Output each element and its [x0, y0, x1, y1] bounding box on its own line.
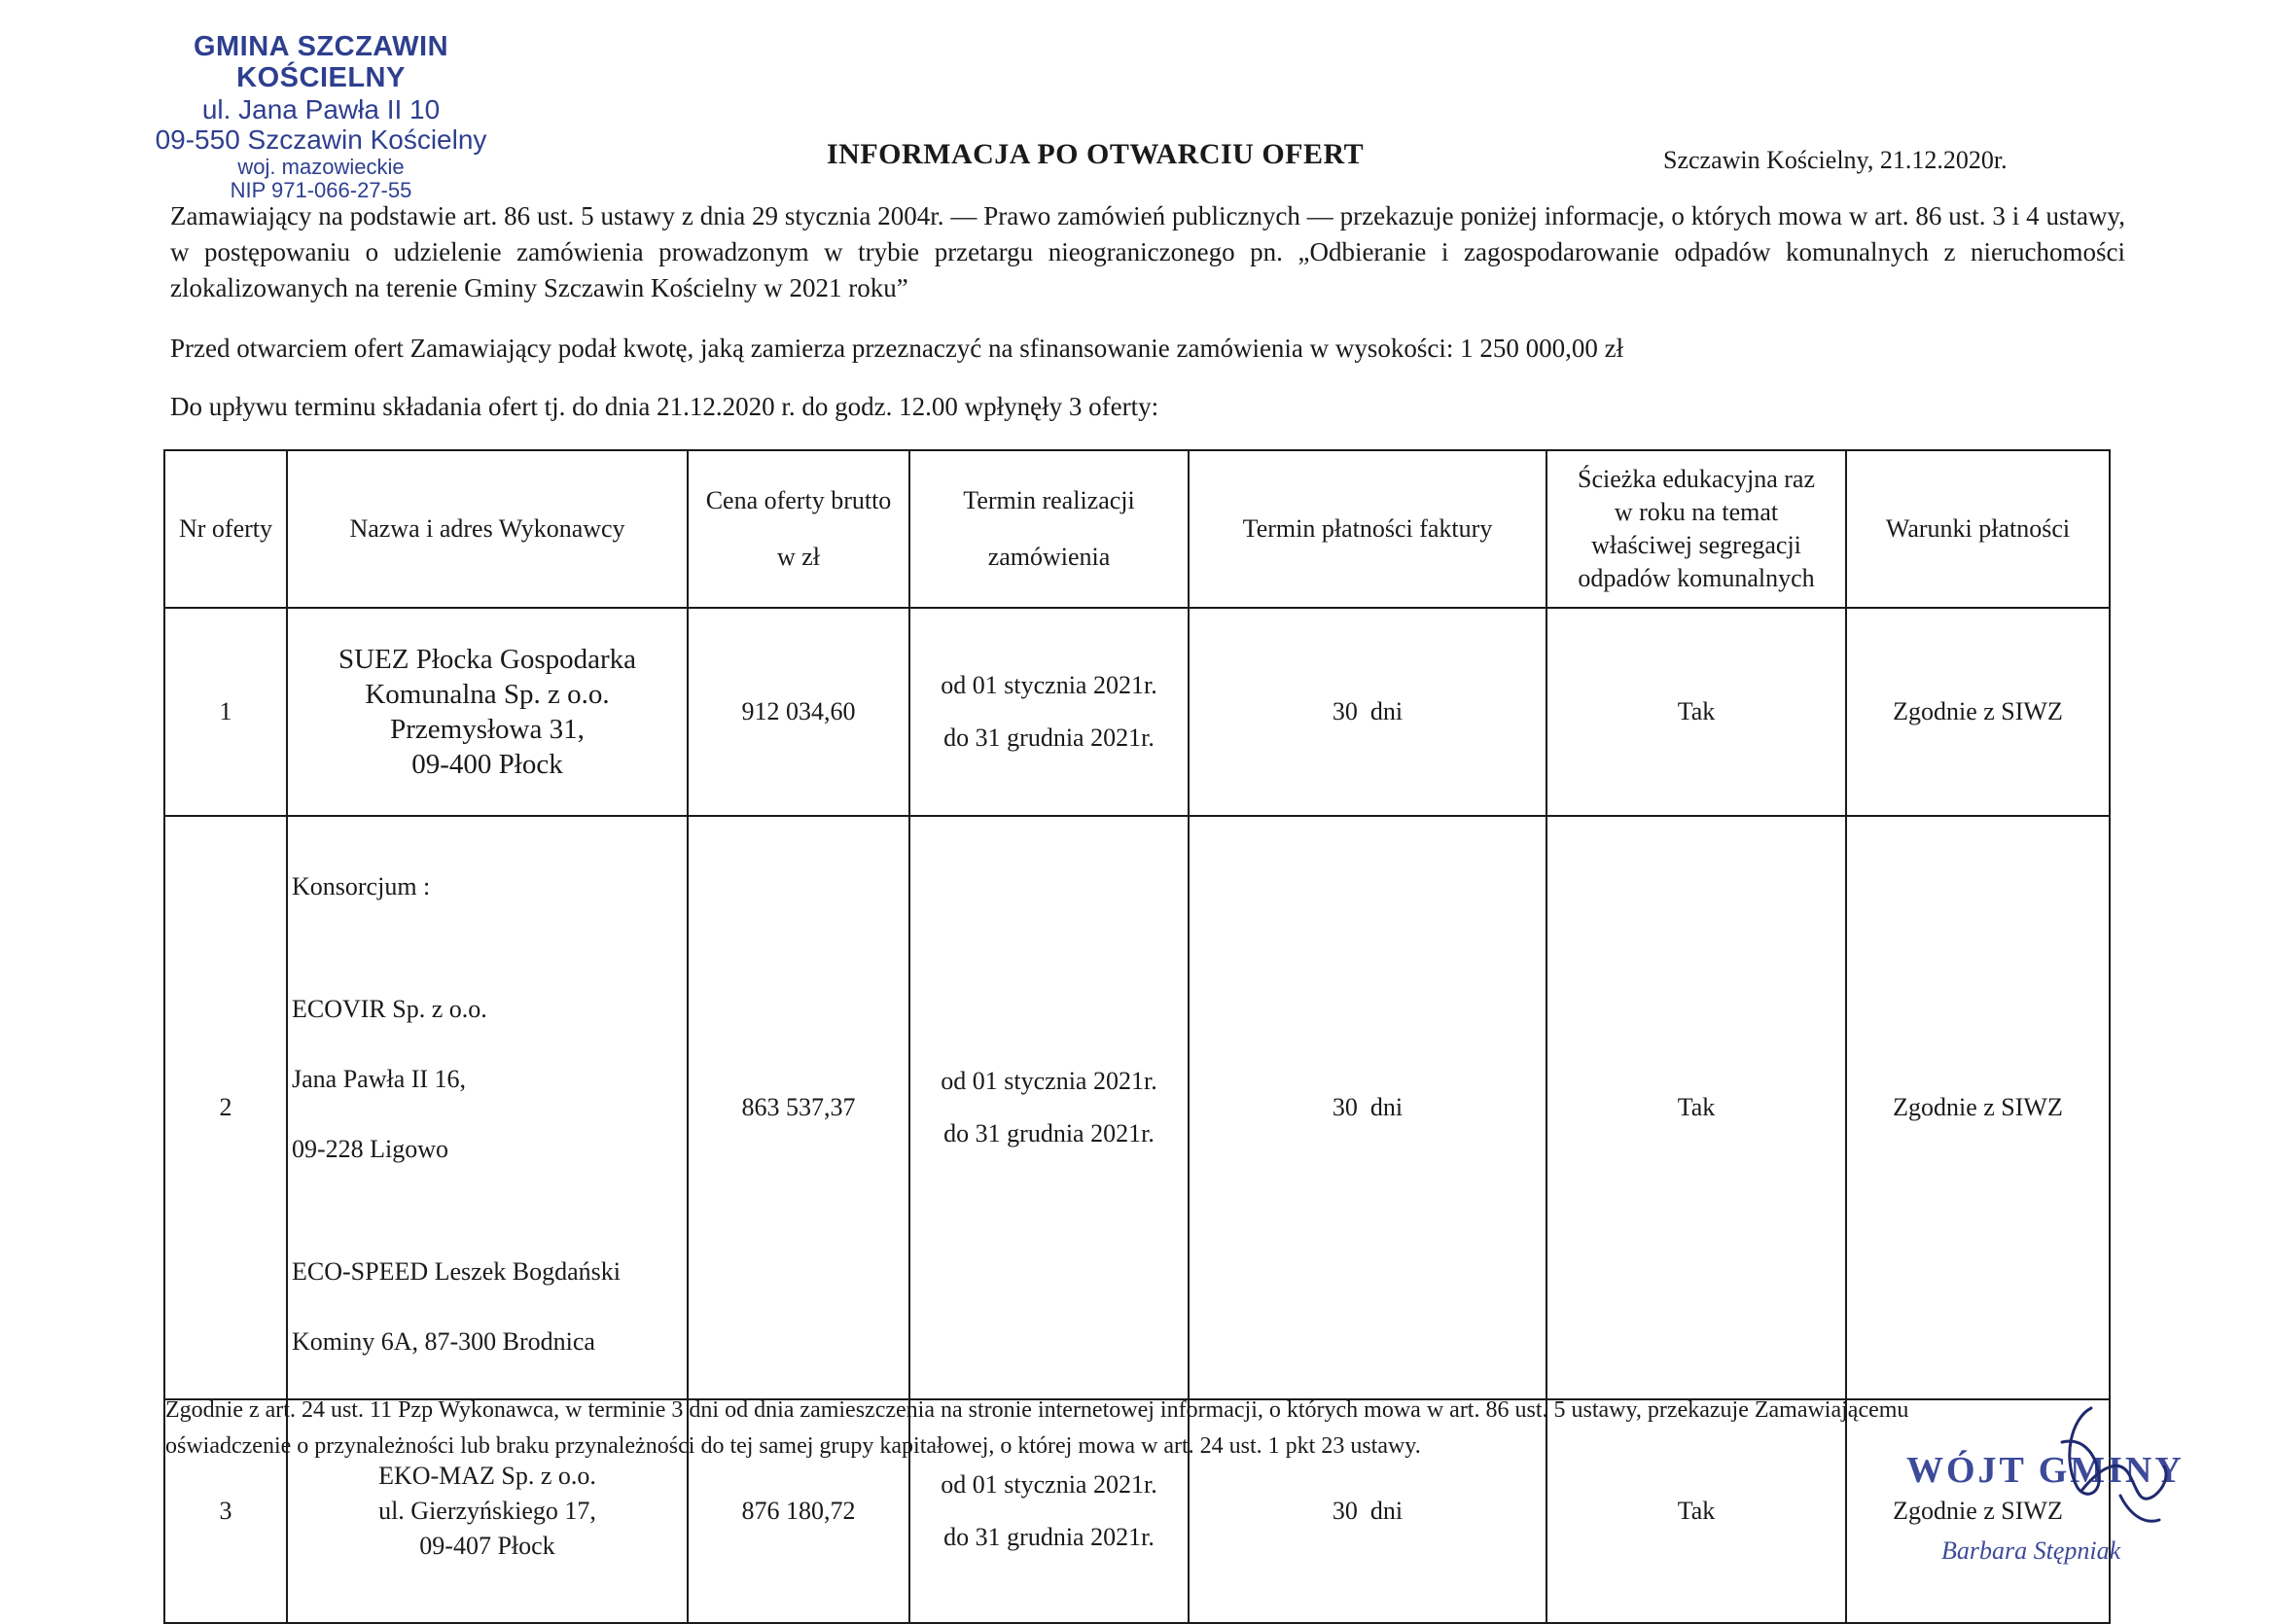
cell-nr: 3 [164, 1399, 287, 1623]
cell-term: od 01 stycznia 2021r. do 31 grudnia 2021r. [909, 608, 1189, 816]
offers-count-paragraph: Do upływu terminu składania ofert tj. do dnia 21.12.2020 r. do godz. 12.00 wpłynęły 3 oferty: [170, 392, 1159, 421]
cell-payment-term: 30 dni [1189, 608, 1546, 816]
table-row [164, 608, 2110, 816]
cell-price: 912 034,60 [688, 608, 909, 816]
cell-nr: 1 [164, 608, 287, 816]
handwritten-signature-icon [2023, 1398, 2179, 1544]
header-price: Cena oferty brutto w zł [688, 450, 909, 608]
signature-title: WÓJT GMINY [1906, 1450, 2185, 1491]
stamp-nip: NIP 971-066-27-55 [230, 178, 412, 203]
cell-payment-term: 30 dni [1189, 816, 1546, 1399]
intro-paragraph: Zamawiający na podstawie art. 86 ust. 5 ustawy z dnia 29 stycznia 2004r. — Prawo zamówień publicznych — przekazuje poniżej informacje, o których mowa w art. 86 ust. 3 i 4 ustawy, w postępowaniu o udzielenie zamówienia prowadzonym w trybie przetargu nieograniczonego pn. „Odbieranie i zagospodarowanie odpadów komunalnych z nieruchomości zlokalizowanych na terenie Gminy Szczawin Kościelny w 2021 roku” [170, 201, 2125, 302]
cell-education: Tak [1546, 816, 1846, 1399]
header-conditions: Warunki płatności [1846, 450, 2110, 608]
cell-conditions: Zgodnie z SIWZ [1846, 816, 2110, 1399]
signature-name: Barbara Stępniak [1941, 1536, 2121, 1565]
cell-contractor: EKO-MAZ Sp. z o.o. ul. Gierzyńskiego 17, 09-407 Płock [287, 1399, 688, 1623]
header-nr: Nr oferty [164, 450, 287, 608]
document-date: Szczawin Kościelny, 21.12.2020r. [1663, 146, 2008, 174]
municipality-stamp [126, 31, 515, 203]
cell-conditions: Zgodnie z SIWZ [1846, 608, 2110, 816]
header-payment-term: Termin płatności faktury [1189, 450, 1546, 608]
footer-note: Zgodnie z art. 24 ust. 11 Pzp Wykonawca, w terminie 3 dni od dnia zamieszczenia na stronie internetowej informacji, o których mowa w art. 86 ust. 5 ustawy, przekazuje Zamawiającemu oświadczenie o przynależności lub braku przynależności do tej samej grupy kapitałowej, o której mowa w art. 24 ust. 1 pkt 23 ustawy. [165, 1397, 1909, 1459]
cell-price: 863 537,37 [688, 816, 909, 1399]
stamp-voivodeship: woj. mazowieckie [237, 154, 405, 179]
cell-education: Tak [1546, 608, 1846, 816]
cell-nr: 2 [164, 816, 287, 1399]
table-header-row [164, 450, 2110, 608]
cell-contractor: Konsorcjum : ECOVIR Sp. z o.o. Jana Pawła II 16, 09-228 Ligowo ECO-SPEED Leszek Bogdański Kominy 6A, 87-300 Brodnica [287, 816, 688, 1399]
cell-conditions: Zgodnie z SIWZ [1846, 1399, 2110, 1623]
header-education: Ścieżka edukacyjna raz w roku na temat właściwej segregacji odpadów komunalnych [1546, 450, 1846, 608]
cell-price: 876 180,72 [688, 1399, 909, 1623]
stamp-city: 09-550 Szczawin Kościelny [155, 124, 487, 156]
cell-education: Tak [1546, 1399, 1846, 1623]
cell-term: od 01 stycznia 2021r. do 31 grudnia 2021r. [909, 816, 1189, 1399]
table-row [164, 816, 2110, 1399]
document-title: INFORMACJA PO OTWARCIU OFERT [827, 138, 1365, 170]
cell-term: od 01 stycznia 2021r. do 31 grudnia 2021r. [909, 1399, 1189, 1623]
budget-paragraph: Przed otwarciem ofert Zamawiający podał kwotę, jaką zamierza przeznaczyć na sfinansowanie zamówienia w wysokości: 1 250 000,00 zł [170, 334, 1624, 363]
header-term: Termin realizacji zamówienia [909, 450, 1189, 608]
stamp-street: ul. Jana Pawła II 10 [201, 93, 441, 124]
cell-contractor: SUEZ Płocka Gospodarka Komunalna Sp. z o.o. Przemysłowa 31, 09-400 Płock [287, 608, 688, 816]
stamp-name: GMINA SZCZAWIN KOŚCIELNY [193, 31, 449, 94]
cell-payment-term: 30 dni [1189, 1399, 1546, 1623]
header-name: Nazwa i adres Wykonawcy [287, 450, 688, 608]
